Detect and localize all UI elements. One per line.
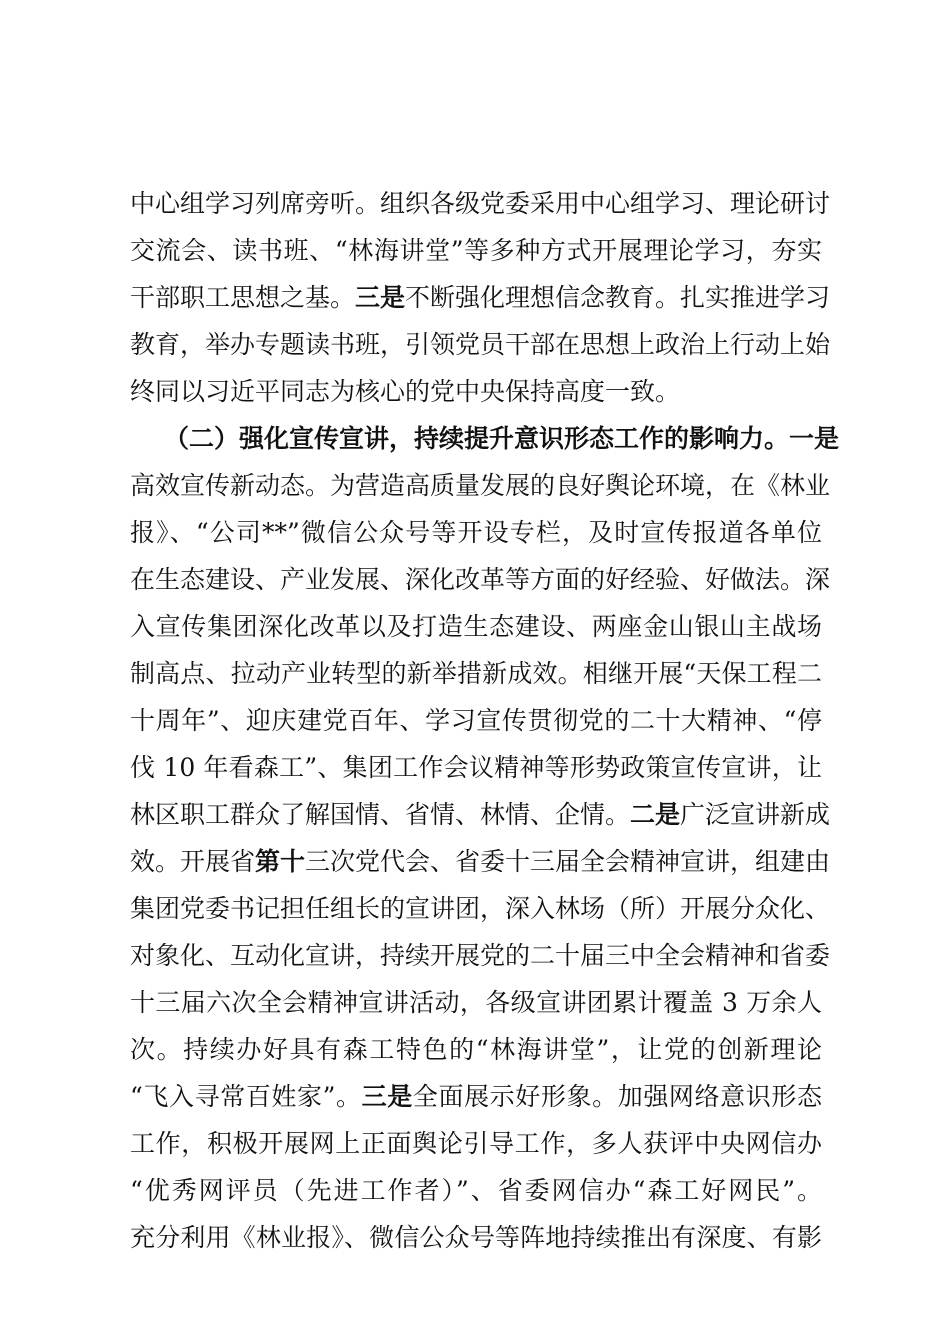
- text-line: [130, 603, 822, 650]
- text-run: 伐 10 年看森工”、集团工作会议精神等形势政策宣传宣讲，让: [130, 753, 822, 782]
- text-line: [130, 885, 831, 932]
- text-line: [130, 1214, 822, 1261]
- text-line: [130, 1026, 822, 1073]
- body-text: [130, 180, 840, 1261]
- text-run: 效。开展省: [130, 847, 256, 876]
- text-line: [130, 180, 831, 227]
- text-run: 林区职工群众了解国情、省情、林情、企情。: [130, 800, 631, 829]
- text-line: [130, 979, 822, 1026]
- text-run: “优秀网评员（先进工作者）”、省委网信办“森工好网民”。: [130, 1176, 822, 1205]
- text-run: 集团党委书记担任组长的宣讲团，深入林场（所）开展分众化、: [130, 894, 831, 923]
- bold-text-run: 第十: [255, 847, 306, 876]
- text-run: 高效宣传新动态。为营造高质量发展的良好舆论环境，在《林业: [130, 471, 831, 500]
- bold-text-run: 三是: [361, 1082, 413, 1111]
- text-line: [130, 791, 831, 838]
- text-run: 在生态建设、产业发展、深化改革等方面的好经验、好做法。深: [130, 565, 831, 594]
- text-run: 不断强化理想信念教育。扎实推进学习: [405, 283, 831, 312]
- text-line: [130, 697, 822, 744]
- text-line: [130, 838, 831, 885]
- text-run: 十周年”、迎庆建党百年、学习宣传贯彻党的二十大精神、“停: [130, 706, 822, 735]
- text-line: [130, 274, 831, 321]
- text-line: [130, 650, 822, 697]
- text-run: 全面展示好形象。加强网络意识形态: [412, 1082, 822, 1111]
- text-run: 对象化、互动化宣讲，持续开展党的二十届三中全会精神和省委: [130, 941, 831, 970]
- text-run: 工作，积极开展网上正面舆论引导工作，多人获评中央网信办: [130, 1129, 822, 1158]
- text-line: [130, 368, 822, 415]
- text-line: [130, 1073, 822, 1120]
- text-run: 三次党代会、省委十三届全会精神宣讲，组建由: [305, 847, 831, 876]
- text-run: 十三届六次全会精神宣讲活动，各级宣讲团累计覆盖 3 万余人: [130, 988, 822, 1017]
- text-line: [130, 321, 831, 368]
- text-run: 报》、“公司**”微信公众号等开设专栏，及时宣传报道各单位: [130, 518, 822, 547]
- text-run: 交流会、读书班、“林海讲堂”等多种方式开展理论学习，夯实: [130, 236, 822, 265]
- text-line: [130, 509, 822, 556]
- text-run: 广泛宣讲新成: [680, 800, 831, 829]
- bold-text-run: （二）强化宣传宣讲，持续提升意识形态工作的影响力。一是: [164, 424, 840, 453]
- text-run: 终同以习近平同志为核心的党中央保持高度一致。: [130, 377, 681, 406]
- text-line: [130, 932, 831, 979]
- text-line: [130, 556, 831, 603]
- text-run: 制高点、拉动产业转型的新举措新成效。相继开展“天保工程二: [130, 659, 822, 688]
- text-line: [130, 415, 840, 462]
- text-run: 中心组学习列席旁听。组织各级党委采用中心组学习、理论研讨: [130, 189, 831, 218]
- text-line: [130, 227, 822, 274]
- text-run: 干部职工思想之基。: [130, 283, 356, 312]
- text-line: [130, 462, 831, 509]
- text-run: 入宣传集团深化改革以及打造生态建设、两座金山银山主战场: [130, 612, 822, 641]
- text-run: 充分利用《林业报》、微信公众号等阵地持续推出有深度、有影: [130, 1223, 822, 1252]
- text-run: 教育，举办专题读书班，引领党员干部在思想上政治上行动上始: [130, 330, 831, 359]
- text-run: “飞入寻常百姓家”。: [130, 1082, 362, 1111]
- bold-text-run: 三是: [355, 283, 406, 312]
- text-line: [130, 1120, 822, 1167]
- text-line: [130, 744, 822, 791]
- text-line: [130, 1167, 822, 1214]
- text-run: 次。持续办好具有森工特色的“林海讲堂”，让党的创新理论: [130, 1035, 822, 1064]
- bold-text-run: 二是: [630, 800, 681, 829]
